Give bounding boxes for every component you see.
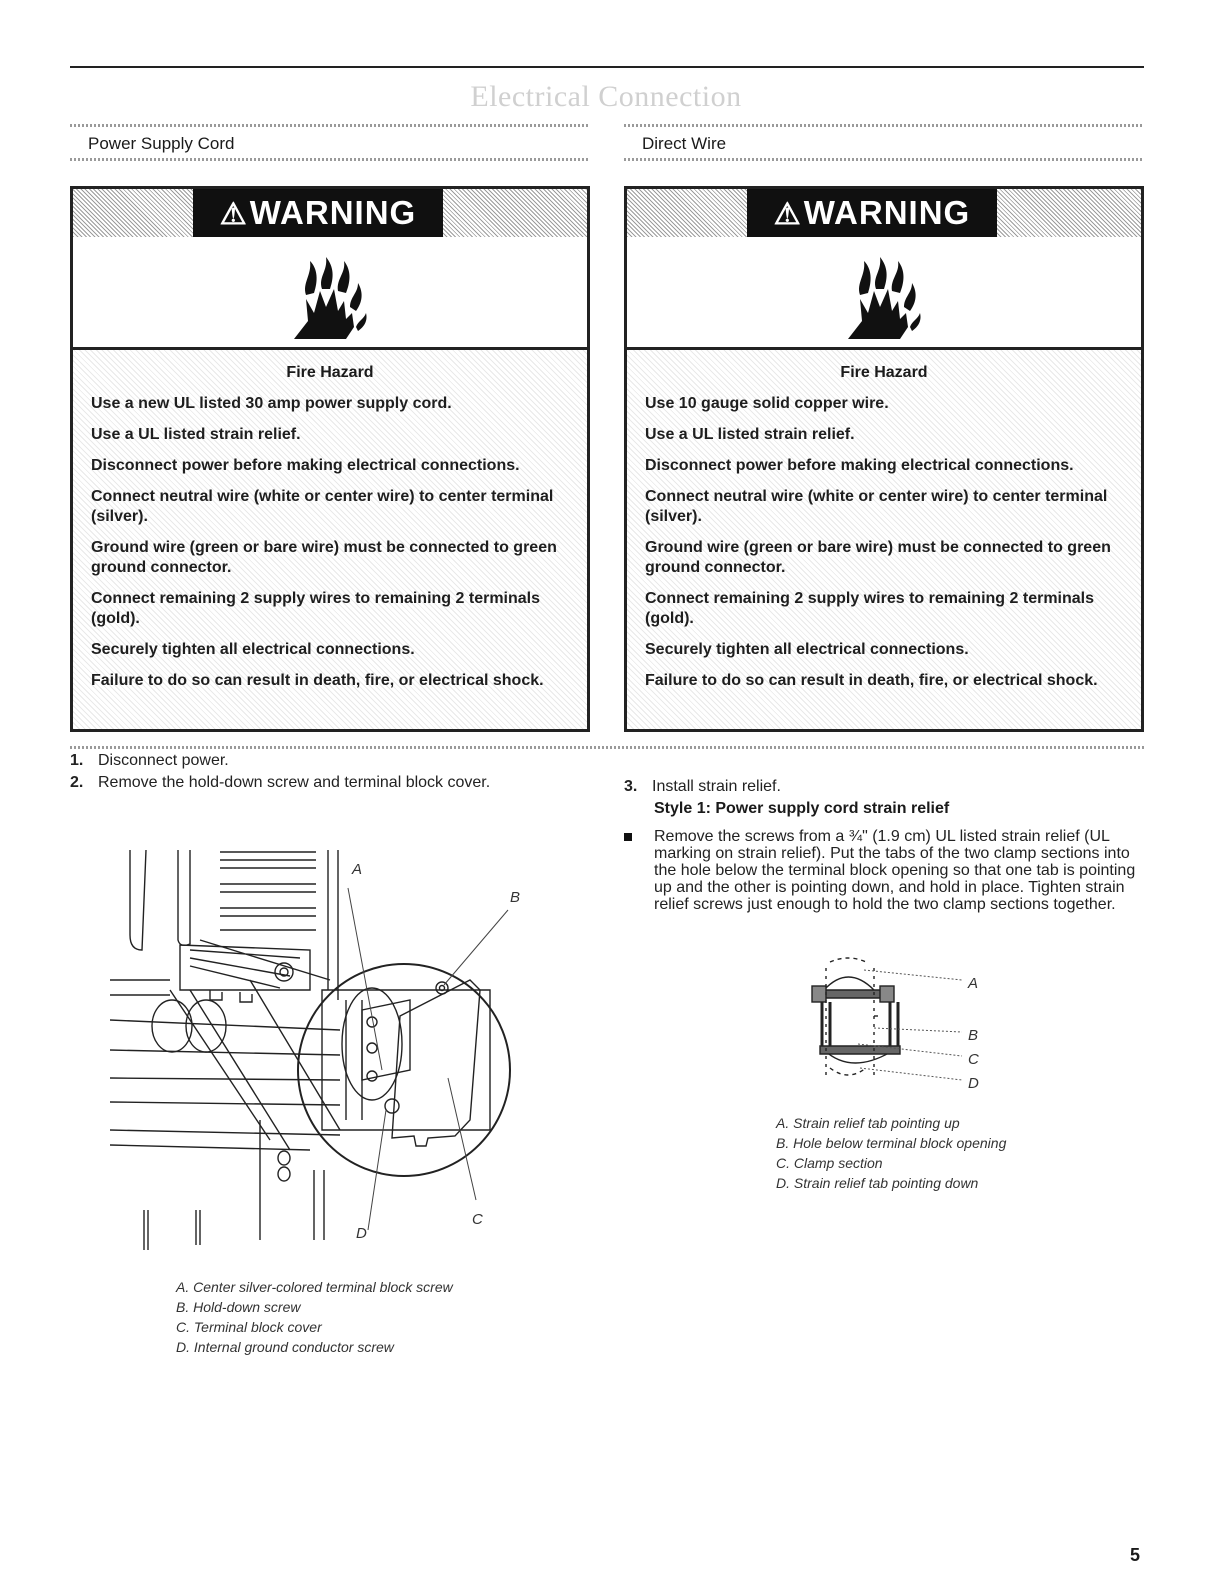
warning-line: Connect neutral wire (white or center wire) to center terminal (silver). [645, 488, 1108, 525]
callout-c: C [968, 1051, 979, 1068]
style1-bullet [624, 828, 1152, 913]
callout-a: A [968, 975, 979, 992]
caption-b: B. Hole below terminal block opening [776, 1135, 1007, 1151]
warning-line: Ground wire (green or bare wire) must be connected to green ground connector. [91, 539, 557, 576]
warning-line: Securely tighten all electrical connections. [645, 641, 969, 658]
figure1-captions [176, 1277, 453, 1357]
warning-line: Ground wire (green or bare wire) must be connected to green ground connector. [645, 539, 1111, 576]
right-header-rule-bottom [624, 158, 1144, 161]
step-text: Install strain relief. [652, 778, 781, 795]
right-header-rule-top [624, 124, 1144, 127]
step-text: Disconnect power. [98, 752, 229, 769]
step-3 [624, 778, 781, 796]
callout-a: A [352, 861, 363, 878]
warning-header-bar [73, 189, 587, 237]
page-title: Electrical Connection [470, 80, 742, 113]
strain-relief-illustration [800, 950, 1000, 1090]
warning-body [627, 350, 1141, 729]
figure2-captions [776, 1113, 1006, 1193]
callout-d: D [968, 1075, 979, 1090]
callout-b: B [510, 889, 521, 906]
hazard-title: Fire Hazard [286, 364, 374, 381]
warning-line: Disconnect power before making electrical connections. [91, 457, 520, 474]
caption-c: C. Clamp section [776, 1155, 883, 1171]
fire-icon [292, 255, 368, 341]
page-number: 5 [1130, 1545, 1141, 1565]
warning-label [193, 189, 443, 237]
terminal-block-illustration [110, 840, 550, 1260]
warning-line: Use a UL listed strain relief. [91, 426, 301, 443]
fire-hazard-pictogram [627, 237, 1141, 350]
warning-line: Connect remaining 2 supply wires to remaining 2 terminals (gold). [91, 590, 540, 627]
callout-b: B [968, 1027, 979, 1044]
alert-triangle-icon: ⚠ [773, 198, 802, 231]
fire-icon [846, 255, 922, 341]
warning-label-text: WARNING [249, 194, 417, 231]
caption-a: A. Strain relief tab pointing up [776, 1115, 960, 1131]
alert-triangle-icon: ⚠ [219, 198, 248, 231]
left-header-rule-bottom [70, 158, 590, 161]
step-2 [70, 774, 490, 792]
section-divider [70, 746, 1144, 749]
warning-box-direct-wire [624, 186, 1144, 732]
warning-line: Connect neutral wire (white or center wire) to center terminal (silver). [91, 488, 554, 525]
top-rule [70, 66, 1144, 68]
caption-c: C. Terminal block cover [176, 1319, 322, 1335]
warning-label-text: WARNING [803, 194, 971, 231]
warning-line: Use 10 gauge solid copper wire. [645, 395, 889, 412]
step-1 [70, 752, 229, 770]
warning-line: Use a new UL listed 30 amp power supply cord. [91, 395, 452, 412]
warning-label [747, 189, 997, 237]
warning-line: Failure to do so can result in death, fire, or electrical shock. [91, 672, 544, 689]
warning-line: Failure to do so can result in death, fire, or electrical shock. [645, 672, 1098, 689]
step-number: 2. [70, 774, 84, 791]
hazard-title: Fire Hazard [840, 364, 928, 381]
left-header-rule-top [70, 124, 590, 127]
bullet-square-icon [624, 833, 632, 841]
warning-line: Securely tighten all electrical connections. [91, 641, 415, 658]
style1-heading: Style 1: Power supply cord strain relief [654, 800, 950, 817]
step-number: 1. [70, 752, 84, 769]
caption-b: B. Hold-down screw [176, 1299, 301, 1315]
callout-c: C [472, 1211, 483, 1228]
caption-a: A. Center silver-colored terminal block screw [176, 1279, 453, 1295]
fire-hazard-pictogram [73, 237, 587, 350]
warning-line: Connect remaining 2 supply wires to remaining 2 terminals (gold). [645, 590, 1094, 627]
left-section-heading: Power Supply Cord [88, 134, 235, 153]
step-text: Remove the hold-down screw and terminal block cover. [98, 774, 491, 791]
caption-d: D. Strain relief tab pointing down [776, 1175, 979, 1191]
warning-line: Use a UL listed strain relief. [645, 426, 855, 443]
warning-box-power-supply-cord [70, 186, 590, 732]
right-section-heading: Direct Wire [642, 134, 727, 153]
warning-body [73, 350, 587, 729]
warning-line: Disconnect power before making electrical connections. [645, 457, 1074, 474]
step-number: 3. [624, 778, 638, 795]
bullet-text: Remove the screws from a ¾" (1.9 cm) UL listed strain relief (UL marking on strain relief). Put the tabs of the two clamp sections into the hole below the terminal block opening so that one tab is pointing up and the other is pointing down, and hold in place. Tighten strain relief screws just enough to hold the two clamp sections together. [654, 828, 1136, 913]
callout-d: D [356, 1225, 367, 1242]
caption-d: D. Internal ground conductor screw [176, 1339, 394, 1355]
warning-header-bar [627, 189, 1141, 237]
